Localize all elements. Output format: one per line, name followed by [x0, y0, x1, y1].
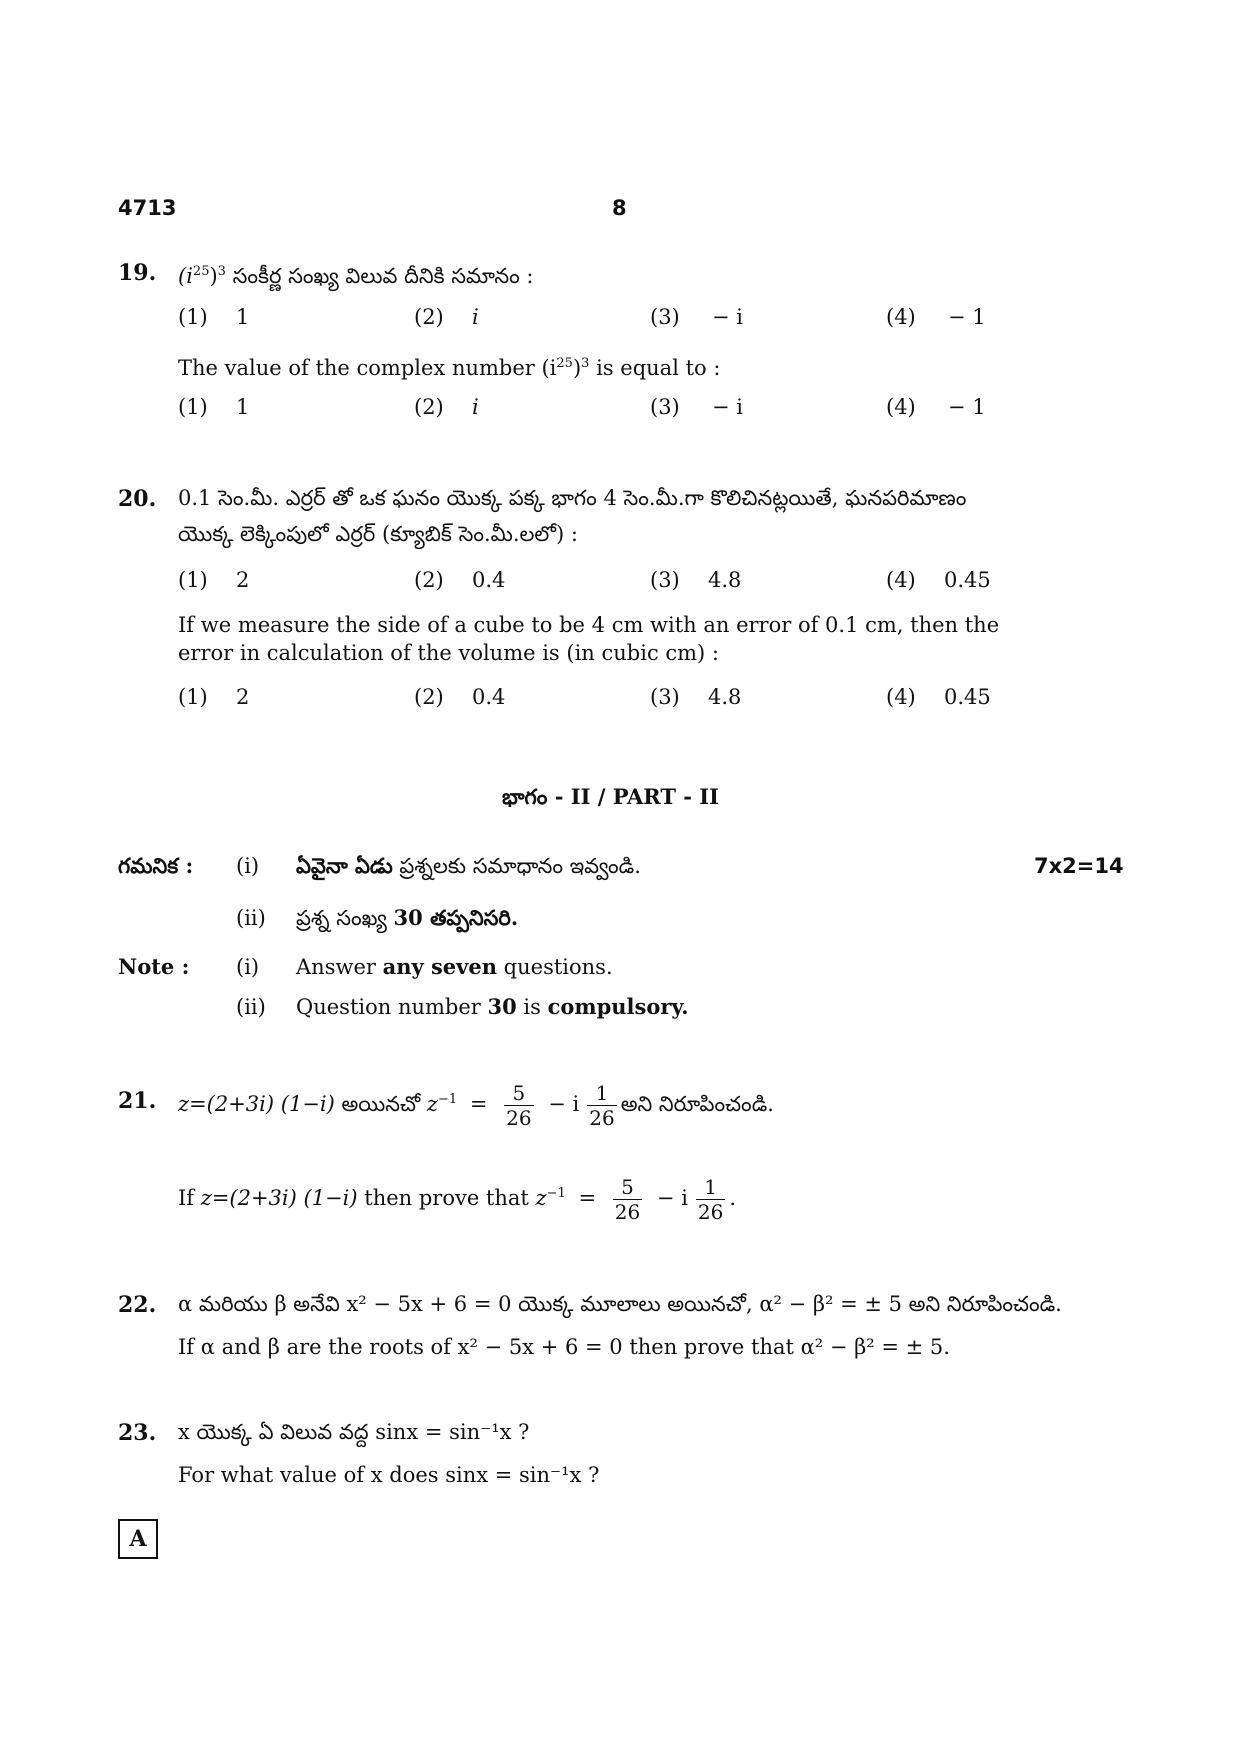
note-item-label: (i)	[236, 955, 260, 979]
note-item-text: Answer any seven questions.	[296, 954, 613, 979]
question-text-telugu: $(i^{25})^3$ సంకీర్ణ సంఖ్య విలువ దీనికి సమానం :	[178, 264, 534, 288]
question-text-english: If z=(2+3i) (1−i) then prove that $z^{-1}$ = $\frac{5}{26}$ − i $\frac{1}{26}$ .	[178, 1175, 737, 1224]
question-number: 22.	[118, 1292, 157, 1318]
question-text-english: For what value of x does sinx = sin⁻¹x ?	[178, 1463, 600, 1487]
fraction: $\frac{5}{26}$	[506, 1081, 532, 1130]
question-text-telugu: x యొక్క ఏ విలువ వద్ద sinx = sin⁻¹x ?	[178, 1420, 530, 1444]
question-text-english: The value of the complex number $(i^{25})^3$ is equal to :	[178, 356, 721, 380]
note-label-english: Note :	[118, 954, 190, 979]
question-text-telugu: 0.1 సెం.మీ. ఎర్రర్ తో ఒక ఘనం యొక్క పక్క భాగం 4 సెం.మీ.గా కొలిచినట్లయితే, ఘనపరిమాణం	[178, 486, 967, 510]
question-number: 21.	[118, 1088, 157, 1114]
question-number: 19.	[118, 260, 157, 286]
note-item-label: (ii)	[236, 995, 266, 1019]
question-number: 20.	[118, 486, 157, 512]
note-item-text: ఏవైనా ఏడు ప్రశ్నలకు సమాధానం ఇవ్వండి.	[296, 853, 641, 878]
note-item-label: (i)	[236, 854, 260, 878]
question-number: 23.	[118, 1420, 157, 1446]
note-item-text: Question number 30 is compulsory.	[296, 994, 689, 1019]
question-text-english: error in calculation of the volume is (in cubic cm) :	[178, 641, 719, 665]
page-number: 8	[612, 196, 627, 220]
question-text-english: If α and β are the roots of x² − 5x + 6 = 0 then prove that α² − β² = ± 5.	[178, 1335, 950, 1359]
question-text-telugu: α మరియు β అనేవి x² − 5x + 6 = 0 యొక్క మూలాలు అయినచో, α² − β² = ± 5 అని నిరూపించండి.	[178, 1292, 1062, 1316]
fraction: $\frac{5}{26}$	[614, 1175, 641, 1224]
booklet-series-box: A	[118, 1519, 158, 1559]
fraction: $\frac{1}{26}$	[697, 1175, 724, 1224]
note-item-text: ప్రశ్న సంఖ్య 30 తప్పనిసరి.	[296, 905, 519, 930]
question-text-english: If we measure the side of a cube to be 4 cm with an error of 0.1 cm, then the	[178, 613, 1000, 637]
section-heading: భాగం - II / PART - II	[502, 784, 719, 809]
question-text-telugu: z=(2+3i) (1−i) అయినచో $z^{-1}$ = $\frac{5}{26}$ − i $\frac{1}{26}$ అని నిరూపించండి.	[178, 1081, 774, 1130]
note-item-label: (ii)	[236, 906, 266, 930]
marks-allocation: 7x2=14	[1034, 854, 1124, 878]
question-text-telugu: యొక్క లెక్కింపులో ఎర్రర్ (క్యూబిక్ సెం.మీ.లలో) :	[178, 522, 578, 546]
note-label-telugu: గమనిక :	[118, 853, 194, 878]
fraction: $\frac{1}{26}$	[589, 1081, 615, 1130]
paper-code: 4713	[118, 196, 177, 220]
